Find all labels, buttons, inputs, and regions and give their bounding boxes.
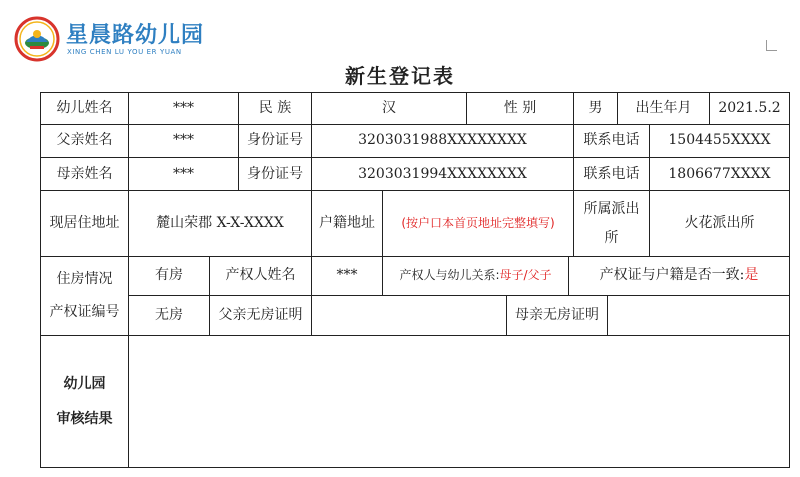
- owner-relation-value: 母子/父子: [499, 267, 552, 282]
- mother-name-value: ***: [129, 158, 239, 191]
- birth-label: 出生年月: [618, 92, 710, 125]
- has-house-option: 有房: [129, 256, 210, 296]
- police-station-label-line1: 所属派出: [583, 201, 640, 218]
- mother-id-label: 身份证号: [239, 158, 312, 191]
- father-no-house-proof-label: 父亲无房证明: [210, 296, 312, 336]
- cert-consistency-cell: [569, 256, 790, 296]
- owner-name-label: 产权人姓名: [210, 256, 312, 296]
- ethnicity-value: 汉: [312, 92, 467, 125]
- review-result-area[interactable]: [129, 336, 790, 468]
- father-no-house-proof-value[interactable]: [312, 296, 507, 336]
- review-label-line2: 审核结果: [56, 410, 113, 427]
- ethnicity-label: 民 族: [239, 92, 312, 125]
- child-name-label: 幼儿姓名: [40, 92, 129, 125]
- hukou-address-label: 户籍地址: [312, 191, 383, 257]
- cert-consistency-value: 是: [744, 267, 759, 284]
- owner-relation-label: 产权人与幼儿关系:: [399, 267, 500, 282]
- father-name-value: ***: [129, 124, 239, 158]
- gender-value: 男: [574, 92, 618, 125]
- hukou-address-hint: (按户口本首页地址完整填写): [383, 191, 574, 257]
- mother-phone-value: 1806677XXXX: [650, 158, 790, 191]
- review-label-line1: 幼儿园: [63, 376, 106, 393]
- police-station-label-line2: 所: [604, 229, 619, 246]
- logo-name-cn: 星晨路幼儿园: [66, 23, 205, 48]
- housing-status-label: 住房情况: [56, 270, 113, 287]
- gender-label: 性 别: [467, 92, 574, 125]
- police-station-value: 火花派出所: [650, 191, 790, 257]
- father-id-label: 身份证号: [239, 124, 312, 158]
- no-house-option: 无房: [129, 296, 210, 336]
- child-name-value: ***: [129, 92, 239, 125]
- review-label-cell: [40, 336, 129, 468]
- current-address-label: 现居住地址: [40, 191, 129, 257]
- mother-phone-label: 联系电话: [574, 158, 650, 191]
- current-address-value: 麓山荣郡 X-X-XXXX: [129, 191, 312, 257]
- father-id-value: 3203031988XXXXXXXX: [312, 124, 574, 158]
- mother-no-house-proof-label: 母亲无房证明: [507, 296, 608, 336]
- page-corner-mark: [766, 40, 777, 51]
- owner-relation-cell: [383, 256, 569, 296]
- property-cert-number-label: 产权证编号: [49, 304, 120, 321]
- cert-consistency-label: 产权证与户籍是否一致:: [599, 267, 745, 284]
- logo-emblem-icon: [14, 16, 60, 62]
- police-station-label: [574, 191, 650, 257]
- father-name-label: 父亲姓名: [40, 124, 129, 158]
- form-title: 新生登记表: [345, 64, 455, 88]
- kindergarten-logo: [14, 16, 214, 62]
- father-phone-value: 1504455XXXX: [650, 124, 790, 158]
- birth-value: 2021.5.2: [710, 92, 790, 125]
- father-phone-label: 联系电话: [574, 124, 650, 158]
- mother-no-house-proof-value[interactable]: [608, 296, 790, 336]
- mother-name-label: 母亲姓名: [40, 158, 129, 191]
- owner-name-value: ***: [312, 256, 383, 296]
- mother-id-value: 3203031994XXXXXXXX: [312, 158, 574, 191]
- logo-name-en: XING CHEN LU YOU ER YUAN: [67, 48, 182, 56]
- housing-label-cell: [40, 256, 129, 336]
